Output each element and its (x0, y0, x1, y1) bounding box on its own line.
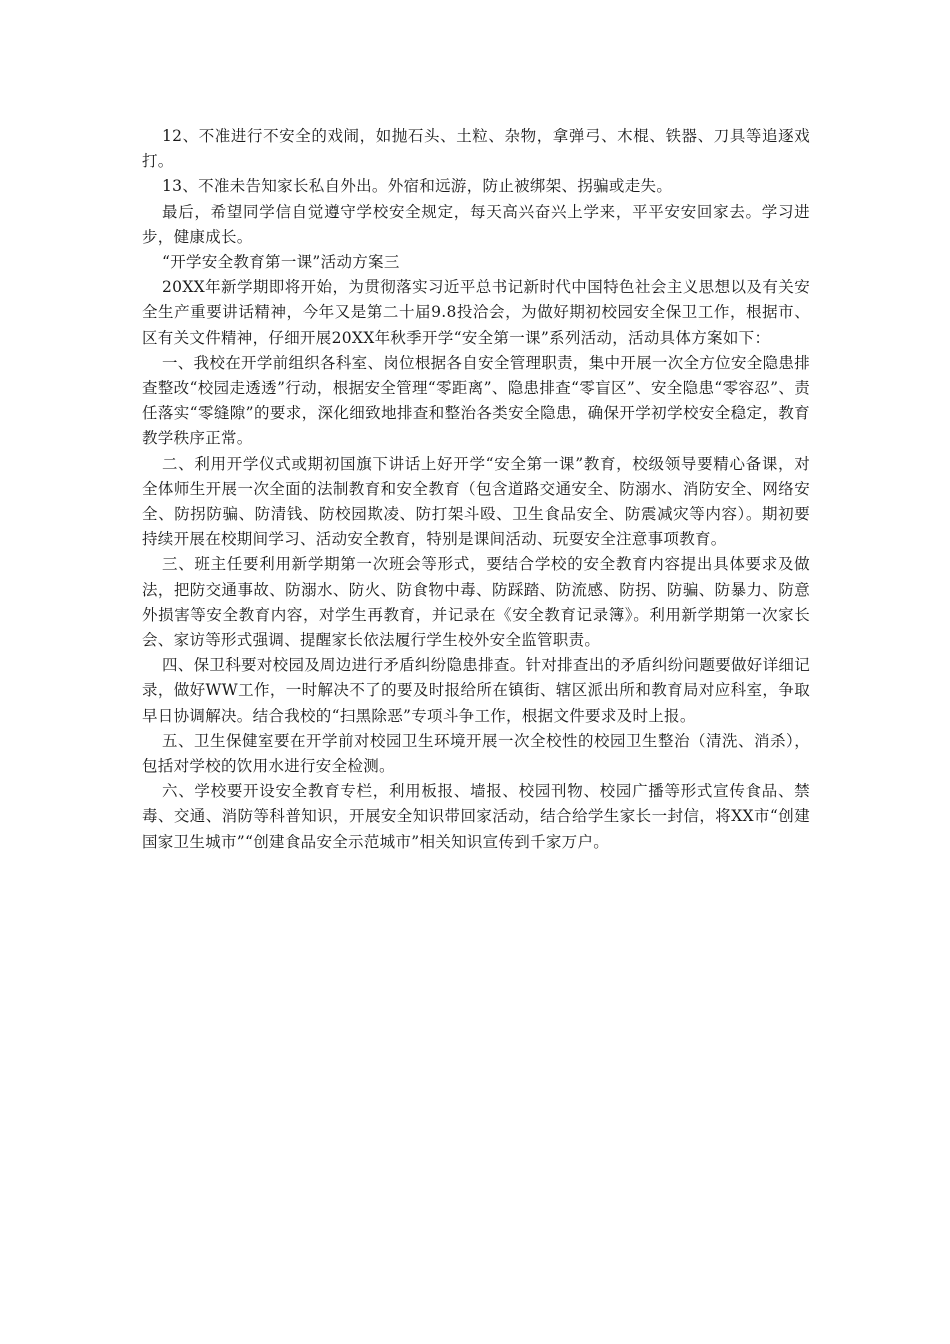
paragraph-closing: 最后，希望同学信自觉遵守学校安全规定，每天高兴奋兴上学来，平平安安回家去。学习进步，健康成长。 (142, 202, 810, 246)
paragraph-intro: 20XX年新学期即将开始，为贯彻落实习近平总书记新时代中国特色社会主义思想以及有关安全生产重要讲话精神，今年又是第二十届9.8投洽会，为做好期初校园安全保卫工作，根据市、区有关文件精神，仔细开展20XX年秋季开学“安全第一课”系列活动，活动具体方案如下： (142, 278, 810, 347)
document-body (142, 124, 810, 855)
section-title: “开学安全教育第一课”活动方案三 (162, 253, 400, 272)
paragraph-item-2: 二、利用开学仪式或期初国旗下讲话上好开学“安全第一课”教育，校级领导要精心备课，对全体师生开展一次全面的法制教育和安全教育（包含道路交通安全、防溺水、消防安全、网络安全、防拐防骗、防清钱、防校园欺凌、防打架斗殴、卫生食品安全、防震减灾等内容）。期初要持续开展在校期间学习、活动安全教育，特别是课间活动、玩耍安全注意事项教育。 (142, 454, 810, 549)
paragraph-item-4: 四、保卫科要对校园及周边进行矛盾纠纷隐患排查。针对排查出的矛盾纠纷问题要做好详细记录，做好WW工作，一时解决不了的要及时报给所在镇街、辖区派出所和教育局对应科室，争取早日协调解决。结合我校的“扫黑除恶”专项斗争工作，根据文件要求及时上报。 (142, 656, 810, 725)
paragraph-item-6: 六、学校要开设安全教育专栏，利用板报、墙报、校园刊物、校园广播等形式宣传食品、禁毒、交通、消防等科普知识，开展安全知识带回家活动，结合给学生家长一封信，将XX市“创建国家卫生城市”“创建食品安全示范城市”相关知识宣传到千家万户。 (142, 782, 810, 851)
paragraph-rule-13: 13、不准未告知家长私自外出。外宿和远游，防止被绑架、拐骗或走失。 (162, 177, 673, 196)
paragraph-item-3: 三、班主任要利用新学期第一次班会等形式，要结合学校的安全教育内容提出具体要求及做法，把防交通事故、防溺水、防火、防食物中毒、防踩踏、防流感、防拐、防骗、防暴力、防意外损害等安全教育内容，对学生再教育，并记录在《安全教育记录簿》。利用新学期第一次家长会、家访等形式强调、提醒家长依法履行学生校外安全监管职责。 (142, 555, 810, 650)
paragraph-rule-12: 12、不准进行不安全的戏闹，如抛石头、土粒、杂物，拿弹弓、木棍、铁器、刀具等追逐戏打。 (142, 127, 810, 171)
paragraph-item-1: 一、我校在开学前组织各科室、岗位根据各自安全管理职责，集中开展一次全方位安全隐患排查整改“校园走透透”行动，根据安全管理“零距离”、隐患排查“零盲区”、安全隐患“零容忍”、责任落实“零缝隙”的要求，深化细致地排查和整治各类安全隐患，确保开学初学校安全稳定，教育教学秩序正常。 (142, 353, 810, 448)
paragraph-item-5: 五、卫生保健室要在开学前对校园卫生环境开展一次全校性的校园卫生整治（清洗、消杀），包括对学校的饮用水进行安全检测。 (142, 731, 810, 776)
